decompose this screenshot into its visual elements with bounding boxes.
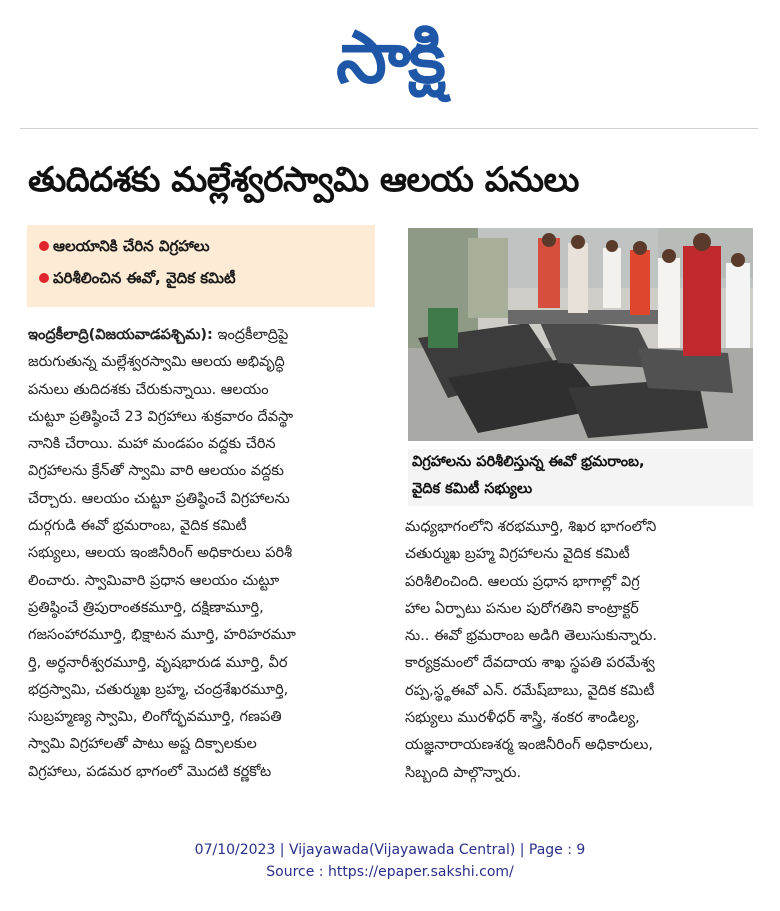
masthead-logo: సాక్షి [336,15,444,99]
body-line: నానికి చేరాయి. మహా మండపం వద్దకు చేరిన [28,436,276,453]
body-line: మధ్యభాగంలోని శరభమూర్తి, శిఖర భాగంలోని [405,519,657,535]
body-line: సుబ్రహ్మణ్య స్వామి, లింగోద్భవమూర్తి, గణపతి [28,709,282,726]
body-line: లించారు. స్వామివారి ప్రధాన ఆలయం చుట్టూ [28,572,280,589]
body-line: యజ్ఞనారాయణశర్మ ఇంజినీరింగ్ అధికారులు, [405,737,653,754]
body-line: సభ్యులు, ఆలయ ఇంజినీరింగ్ అధికారులు పరిశీ [28,545,293,562]
bullet-dot-icon [39,273,49,283]
highlights-box [27,225,375,307]
article-column-2 [405,514,751,787]
body-line: చుట్టూ ప్రతిష్ఠించే 23 విగ్రహాలు శుక్రవారం దేవస్థా [28,408,294,425]
body-line: రప్ప,స్థ్థఈవో ఎన్. రమేష్‌బాబు, వైదిక కమిటీ [405,682,655,699]
body-line: చతుర్ముఖ బ్రహ్మ విగ్రహాలను వైదిక కమిటీ [405,546,630,563]
body-line: భద్రస్వామి, చతుర్ముఖ బ్రహ్మ, చంద్రశేఖరమూర్తి, [28,681,289,698]
body-line: చేర్చారు. ఆలయం చుట్టూ ప్రతిష్ఠించే విగ్రహాలను [28,490,290,507]
body-line: హాల ఏర్పాటు పనుల పురోగతిని కాంట్రాక్టర్ [405,600,639,617]
body-line: సభ్యులు మురళీధర్ శాస్త్రి, శంకర శాండిల్య, [405,710,640,727]
body-line: విగ్రహాలను క్రేన్‌తో స్వామి వారి ఆలయం వద్దకు [28,463,284,480]
body-line: పరిశీలించింది. ఆలయ ప్రధాన భాగాల్లో విగ్ర [405,573,640,590]
body-line: దుర్గగుడి ఈవో భ్రమరాంబ, వైదిక కమిటీ [28,518,247,535]
footer-source: Source : https://epaper.sakshi.com/ [266,864,514,880]
body-line: ఇంద్రకీలాద్రి(విజయవాడపశ్చిమ): ఇంద్రకీలాద్రిపై [28,327,289,343]
photo-image [408,228,753,441]
body-line: ను.. ఈవో భ్రమరాంబ అడిగి తెలుసుకున్నారు. [405,628,658,645]
body-line: సిబ్బంది పాల్గొన్నారు. [405,764,522,781]
caption-line: వైదిక కమిటీ సభ్యులు [412,481,533,497]
body-line: స్వామి విగ్రహాలతో పాటు అష్ట దిక్పాలకుల [28,736,257,753]
body-line: పనులు తుదిదశకు చేరుకున్నాయి. ఆలయం [28,381,269,398]
photo-caption [408,449,753,506]
article-column-1 [28,322,376,786]
highlight-item: పరిశీలించిన ఈవో, వైదిక కమిటీ [39,269,236,291]
body-line: జరుగుతున్న మల్లేశ్వరస్వామి ఆలయ అభివృద్ధి [28,354,285,371]
body-line: విగ్రహాలు, పడమర భాగంలో మొదటి కర్ణకోట [28,763,272,780]
article-headline: తుదిదశకు మల్లేశ్వరస్వామి ఆలయ పనులు [28,160,579,200]
body-line: కార్యక్రమంలో దేవదాయ శాఖ స్థపతి పరమేశ్వ [405,655,655,672]
body-line: ర్తి, అర్ధనారీశ్వరమూర్తి, వృషభారుడ మూర్తి, వీర [28,654,288,671]
bullet-dot-icon [39,241,49,251]
caption-line: విగ్రహాలను పరిశీలిస్తున్న ఈవో భ్రమరాంబ, [412,454,645,470]
footer-edition-info: 07/10/2023 | Vijayawada(Vijayawada Central) | Page : 9 [194,842,586,858]
highlight-item: ఆలయానికి చేరిన విగ్రహాలు [39,237,210,259]
masthead-divider [20,128,758,129]
body-line: గజసంహారమూర్తి, భిక్షాటన మూర్తి, హరిహరమూ [28,627,296,644]
article-photo [408,228,753,441]
dateline: ఇంద్రకీలాద్రి(విజయవాడపశ్చిమ): [28,327,213,343]
body-line: ప్రతిష్ఠించే త్రిపురాంతకమూర్తి, దక్షిణామూర్తి, [28,599,264,616]
